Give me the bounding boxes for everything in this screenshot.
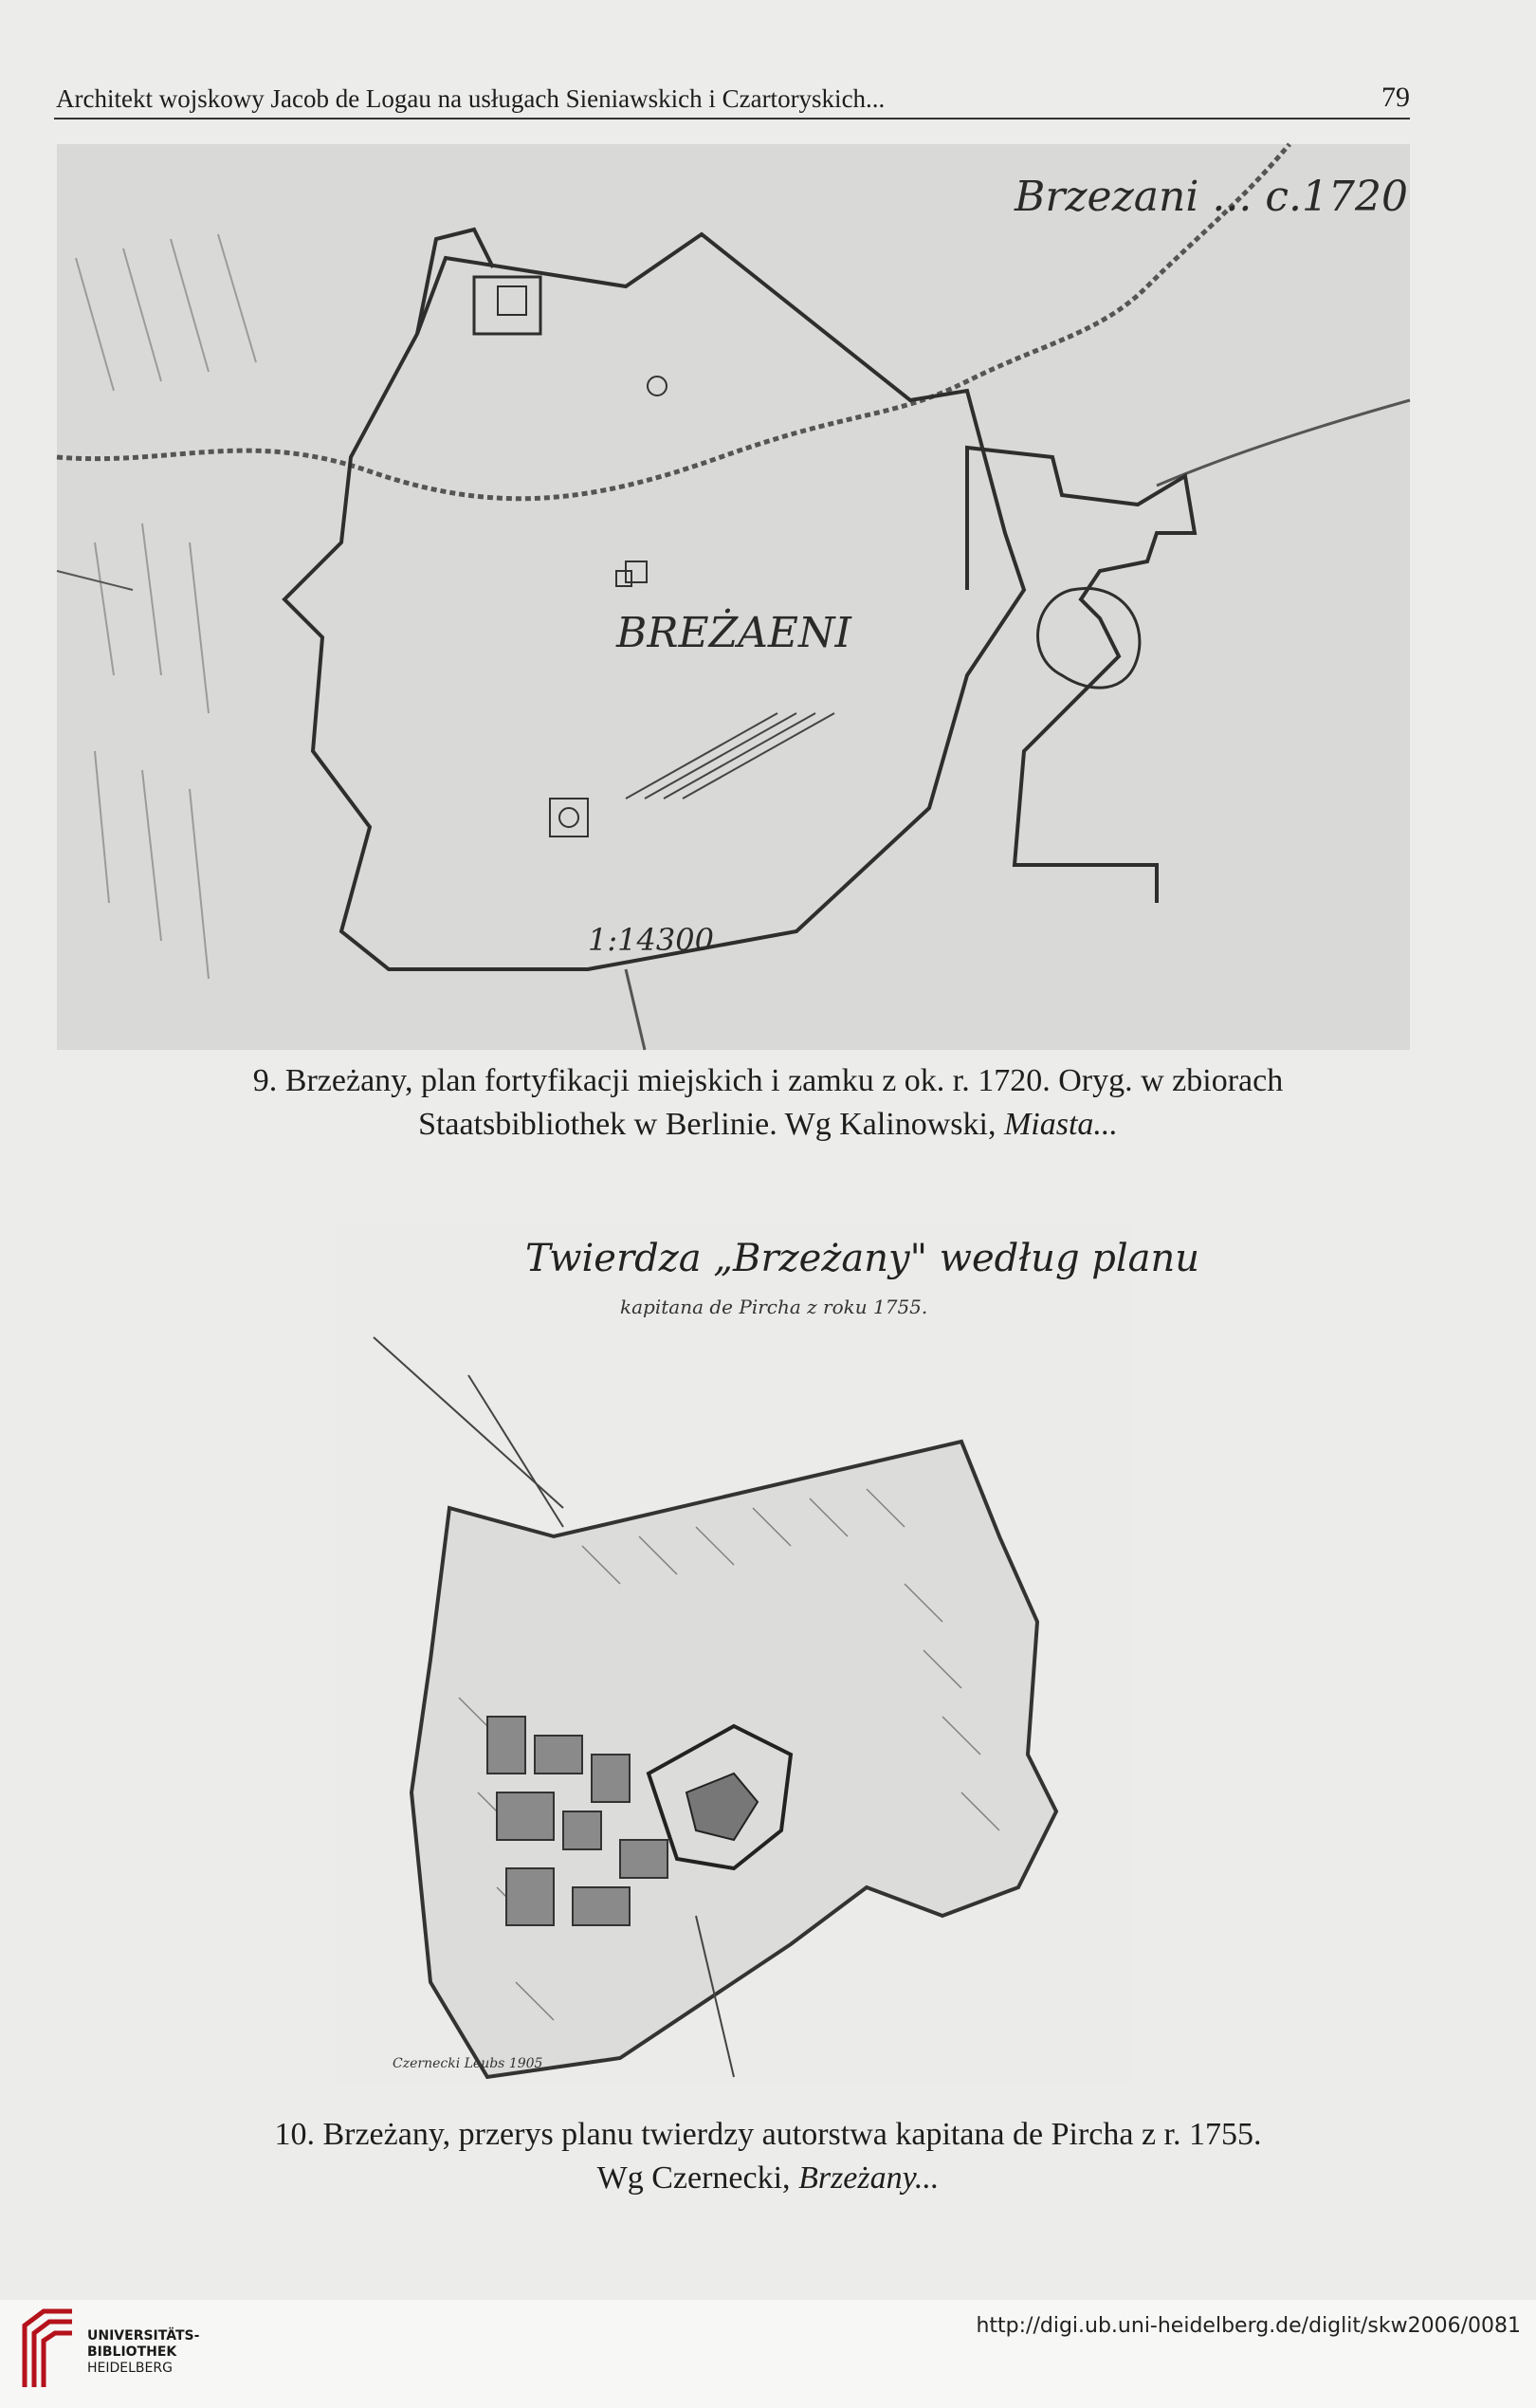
map-scale: 1:14300 (588, 922, 714, 958)
pirch-plan-drawing (336, 1223, 1200, 2086)
map-signature: Czernecki Leubs 1905 (393, 2056, 543, 2071)
library-name-line-2: BIBLIOTHEK (87, 2344, 177, 2360)
map-title: Twierdza „Brzeżany" według planu (525, 1237, 1200, 1280)
running-header (54, 74, 1410, 119)
figure-1-fortification-plan (57, 144, 1410, 1050)
map-label-town: BREŻAENI (616, 609, 851, 657)
figure-1-caption-line-1: 9. Brzeżany, plan fortyfikacji miejskich i zamku z ok. r. 1720. Oryg. w zbiorach (252, 1063, 1284, 1098)
figure-2-caption-source-title: Brzeżany... (798, 2160, 940, 2196)
map-subtitle: kapitana de Pircha z roku 1755. (620, 1296, 928, 1318)
figure-2-caption-line-2 (57, 2157, 1479, 2200)
figure-1-caption-line-2-text: Staatsbibliothek w Berlinie. Wg Kalinowski, (418, 1107, 1004, 1142)
library-logo-icon (15, 2307, 82, 2392)
running-title: Architekt wojskowy Jacob de Logau na usługach Sieniawskich i Czartoryskich... (56, 84, 886, 113)
figure-2-caption-line-2-text: Wg Czernecki, (596, 2160, 799, 2196)
figure-2-pirch-plan (336, 1223, 1200, 2086)
figure-1-caption (57, 1059, 1479, 1147)
library-name (87, 2328, 199, 2377)
library-name-line-3: HEIDELBERG (87, 2361, 173, 2376)
page-number: 79 (1381, 82, 1410, 113)
figure-1-caption-source-title: Miasta... (1003, 1107, 1118, 1142)
fortification-plan-drawing (57, 144, 1410, 1050)
library-name-line-1: UNIVERSITÄTS- (87, 2328, 200, 2344)
figure-1-caption-line-2 (57, 1103, 1479, 1147)
figure-2-caption (57, 2113, 1479, 2200)
digitization-url-link[interactable]: http://digi.ub.uni-heidelberg.de/diglit/skw2006/0081 (976, 2314, 1521, 2338)
figure-2-caption-line-1: 10. Brzeżany, przerys planu twierdzy autorstwa kapitana de Pircha z r. 1755. (274, 2117, 1262, 2152)
map-annotation: Brzezani ... c.1720 (1015, 173, 1408, 221)
